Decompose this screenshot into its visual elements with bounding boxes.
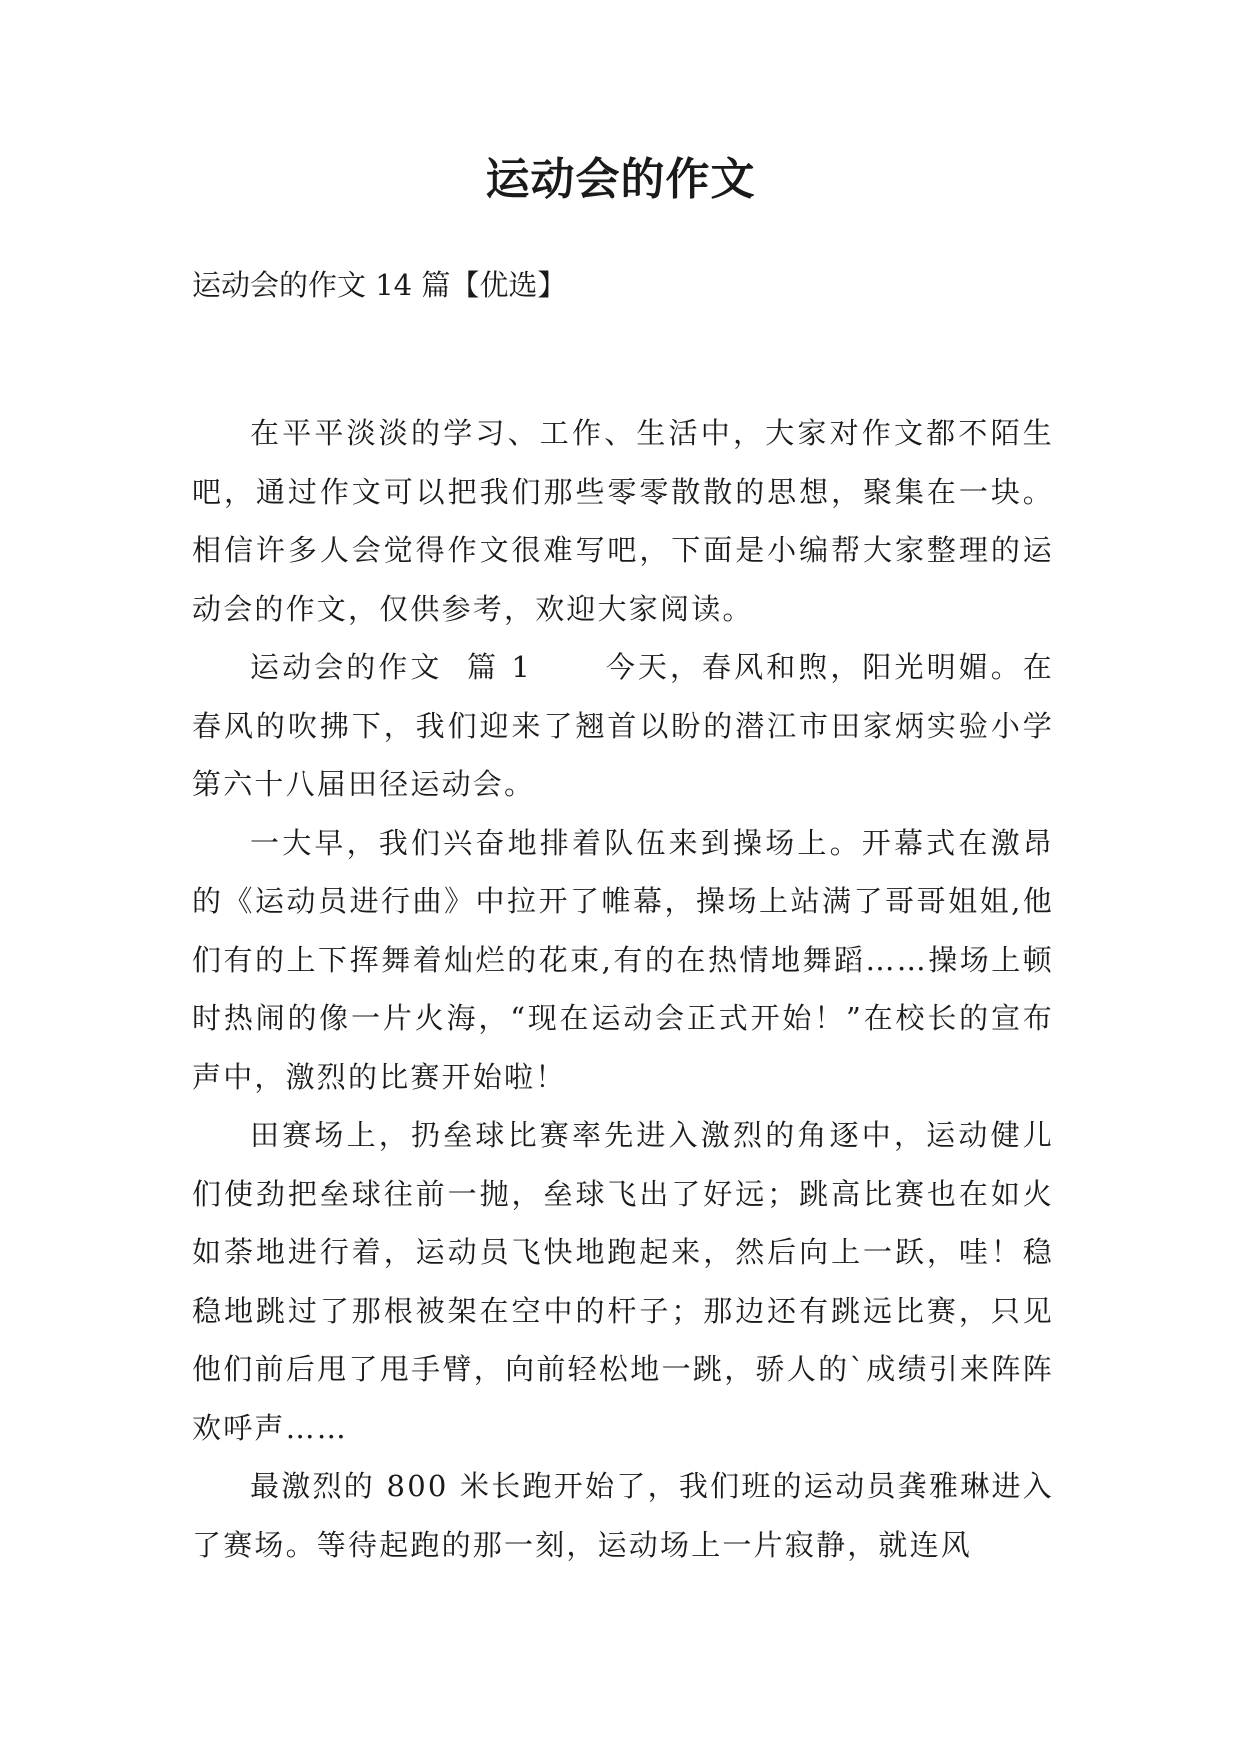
paragraph-essay-1-opening: 运动会的作文 篇 1 今天，春风和煦，阳光明媚。在春风的吹拂下，我们迎来了翘首以盼的潜江市田家炳实验小学第六十八届田径运动会。 [192, 650, 1054, 801]
document-title: 运动会的作文 [485, 154, 756, 205]
document-body [192, 404, 1054, 1574]
paragraph-field-events: 田赛场上，扔垒球比赛率先进入激烈的角逐中，运动健儿们使劲把垒球往前一抛，垒球飞出了好远；跳高比赛也在如火如荼地进行着，运动员飞快地跑起来，然后向上一跃，哇！稳稳地跳过了那根被架在空中的杆子；那边还有跳远比赛，只见他们前后甩了甩手臂，向前轻松地一跳，骄人的`成绩引来阵阵欢呼声…… [192, 1118, 1054, 1445]
paragraph-800m-race: 最激烈的 800 米长跑开始了，我们班的运动员龚雅琳进入了赛场。等待起跑的那一刻，运动场上一片寂静，就连风 [192, 1469, 1054, 1562]
paragraph-opening-ceremony: 一大早，我们兴奋地排着队伍来到操场上。开幕式在激昂的《运动员进行曲》中拉开了帷幕，操场上站满了哥哥姐姐,他们有的上下挥舞着灿烂的花束,有的在热情地舞蹈……操场上顿时热闹的像一片火海，“现在运动会正式开始！”在校长的宣布声中，激烈的比赛开始啦！ [192, 825, 1054, 1094]
document-subtitle: 运动会的作文 14 篇【优选】 [192, 268, 567, 302]
paragraph-intro: 在平平淡淡的学习、工作、生活中，大家对作文都不陌生吧，通过作文可以把我们那些零零散散的思想，聚集在一块。相信许多人会觉得作文很难写吧，下面是小编帮大家整理的运动会的作文，仅供参考，欢迎大家阅读。 [192, 416, 1054, 626]
